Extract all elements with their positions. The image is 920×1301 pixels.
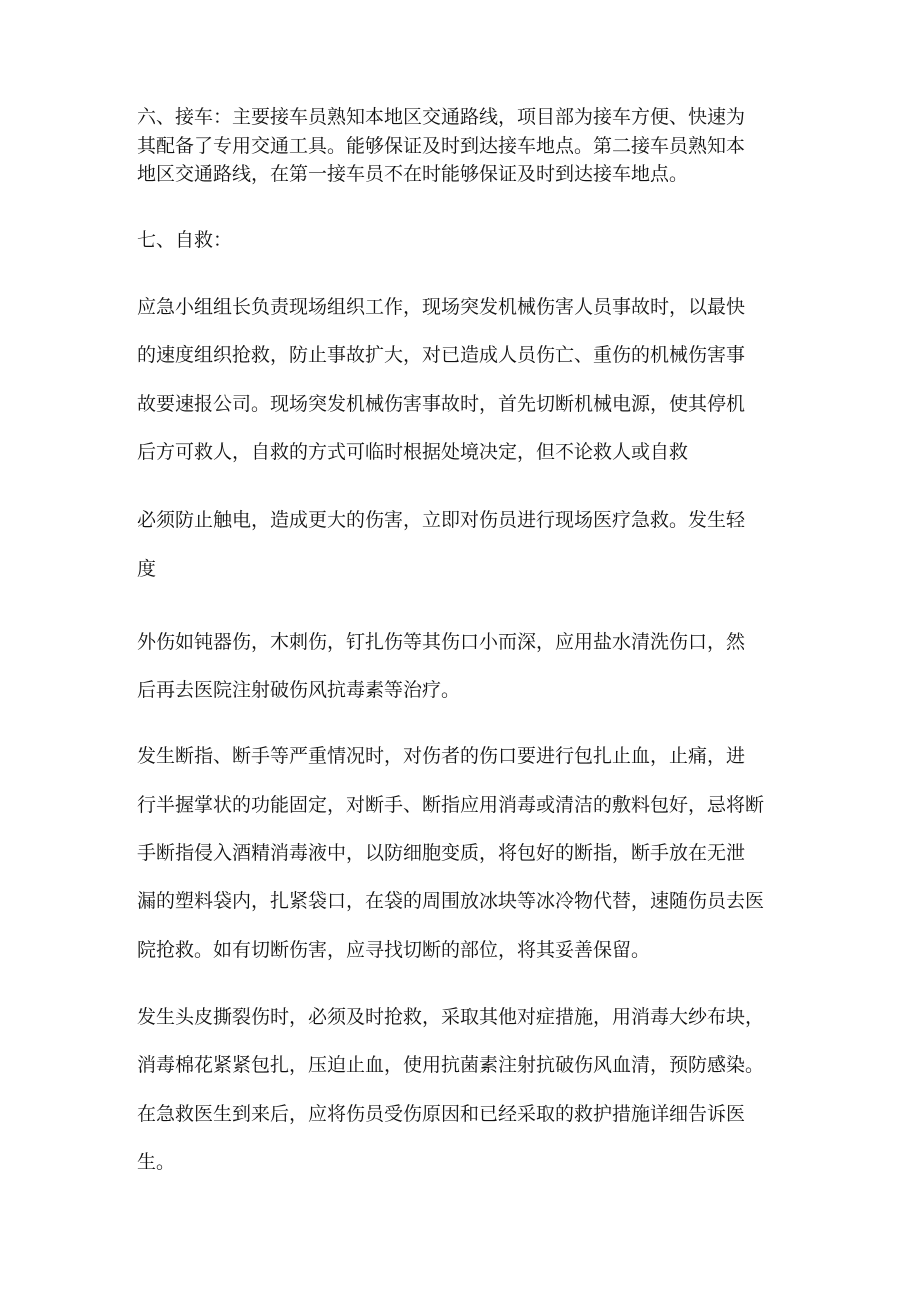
- text-line: 发生头皮撕裂伤时，必须及时抢救，采取其他对症措施，用消毒大纱布块，: [137, 1006, 765, 1028]
- text-line: 后再去医院注射破伤风抗毒素等治疗。: [137, 679, 461, 701]
- text-line: 消毒棉花紧紧包扎，压迫止血，使用抗菌素注射抗破伤风血清，预防感染。: [137, 1054, 765, 1076]
- text-line: 后方可救人，自救的方式可临时根据处境决定，但不论救人或自救: [137, 441, 689, 463]
- text-line: 行半握掌状的功能固定，对断手、断指应用消毒或清洁的敷料包好，忌将断: [137, 794, 765, 816]
- text-line: 应急小组组长负责现场组织工作，现场突发机械伤害人员事故时，以最快: [137, 296, 746, 318]
- text-line: 院抢救。如有切断伤害，应寻找切断的部位，将其妥善保留。: [137, 939, 651, 961]
- text-line: 外伤如钝器伤，木刺伤，钉扎伤等其伤口小而深，应用盐水清洗伤口，然: [137, 631, 746, 653]
- text-line: 生。: [137, 1151, 176, 1173]
- text-line: 漏的塑料袋内，扎紧袋口，在袋的周围放冰块等冰冷物代替，速随伤员去医: [137, 890, 765, 912]
- text-line: 必须防止触电，造成更大的伤害，立即对伤员进行现场医疗急救。发生轻: [137, 509, 746, 531]
- text-line: 在急救医生到来后，应将伤员受伤原因和已经采取的救护措施详细告诉医: [137, 1103, 746, 1125]
- text-line: 故要速报公司。现场突发机械伤害事故时，首先切断机械电源，使其停机: [137, 393, 746, 415]
- text-line: 的速度组织抢救，防止事故扩大，对已造成人员伤亡、重伤的机械伤害事: [137, 344, 746, 366]
- text-line: 其配备了专用交通工具。能够保证及时到达接车地点。第二接车员熟知本: [137, 135, 746, 157]
- section-7-heading: 七、自救：: [137, 229, 233, 251]
- text-line: 度: [137, 558, 157, 580]
- text-line: 发生断指、断手等严重情况时，对伤者的伤口要进行包扎止血，止痛，进: [137, 745, 746, 767]
- text-line: 六、接车：主要接车员熟知本地区交通路线，项目部为接车方便、快速为: [137, 106, 746, 128]
- text-line: 手断指侵入酒精消毒液中，以防细胞变质，将包好的断指，断手放在无泄: [137, 842, 746, 864]
- text-line: 地区交通路线，在第一接车员不在时能够保证及时到达接车地点。: [137, 163, 689, 185]
